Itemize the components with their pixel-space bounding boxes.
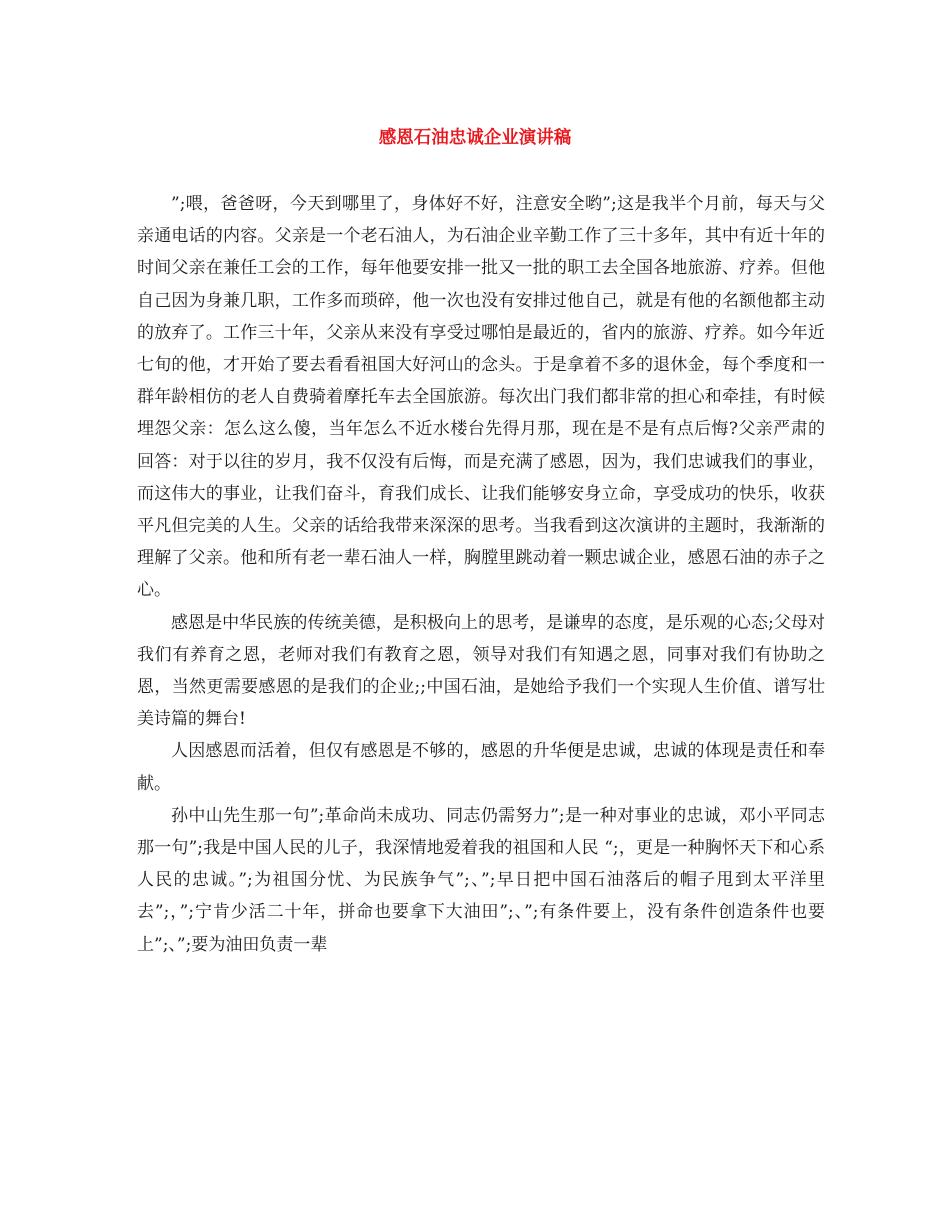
document-body — [137, 188, 825, 961]
document-title: 感恩石油忠诚企业演讲稿 — [378, 128, 572, 148]
paragraph-2: 感恩是中华民族的传统美德，是积极向上的思考，是谦卑的态度，是乐观的心态;父母对我们有养育之恩，老师对我们有教育之恩，领导对我们有知遇之恩，同事对我们有协助之恩，当然更需要感恩的是我们的企业;;中国石油，是她给予我们一个实现人生价值、谱写壮美诗篇的舞台! — [137, 612, 825, 730]
paragraph-3: 人因感恩而活着，但仅有感恩是不够的，感恩的升华便是忠诚，忠诚的体现是责任和奉献。 — [137, 741, 825, 794]
paragraph-4: 孙中山先生那一句”;革命尚未成功、同志仍需努力”;是一种对事业的忠诚，邓小平同志那一句”;我是中国人民的儿子，我深情地爱着我的祖国和人民 “;，更是一种胸怀天下和心系人民的忠诚。”;为祖国分忧、为民族争气”;、”;早日把中国石油落后的帽子甩到太平洋里去”;，”;宁肯少活二十年，拼命也要拿下大油田”;、”;有条件要上，没有条件创造条件也要上”;、”;要为油田负责一辈 — [137, 805, 825, 955]
paragraph-1: ”;喂，爸爸呀，今天到哪里了，身体好不好，注意安全哟”;这是我半个月前，每天与父亲通电话的内容。父亲是一个老石油人，为石油企业辛勤工作了三十多年，其中有近十年的时间父亲在兼任工会的工作，每年他要安排一批又一批的职工去全国各地旅游、疗养。但他自己因为身兼几职，工作多而琐碎，他一次也没有安排过他自己，就是有他的名额他都主动的放弃了。工作三十年，父亲从来没有享受过哪怕是最近的，省内的旅游、疗养。如今年近七旬的他，才开始了要去看看祖国大好河山的念头。于是拿着不多的退休金，每个季度和一群年龄相仿的老人自费骑着摩托车去全国旅游。每次出门我们都非常的担心和牵挂，有时候埋怨父亲：怎么这么傻，当年怎么不近水楼台先得月那，现在是不是有点后悔?父亲严肃的回答：对于以往的岁月，我不仅没有后悔，而是充满了感恩，因为，我们忠诚我们的事业，而这伟大的事业，让我们奋斗，育我们成长、让我们能够安身立命，享受成功的快乐，收获平凡但完美的人生。父亲的话给我带来深深的思考。当我看到这次演讲的主题时，我渐渐的理解了父亲。他和所有老一辈石油人一样，胸膛里跳动着一颗忠诚企业，感恩石油的赤子之心。 — [137, 194, 825, 601]
